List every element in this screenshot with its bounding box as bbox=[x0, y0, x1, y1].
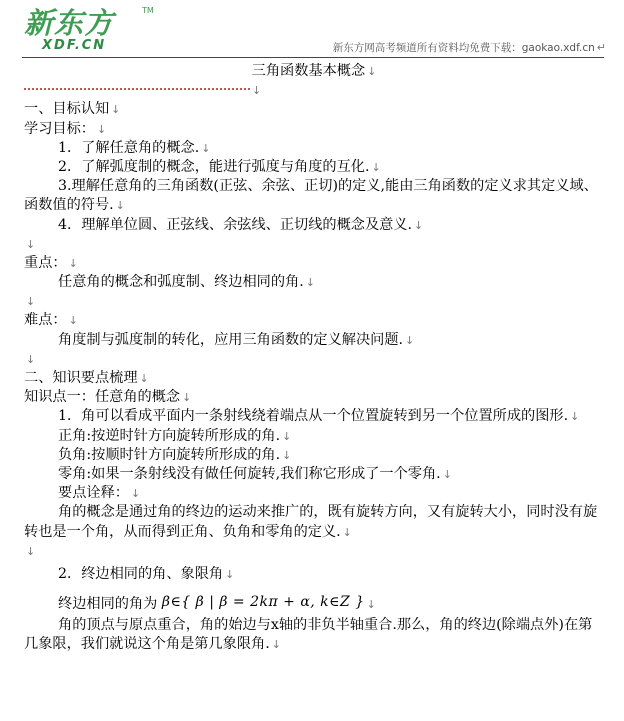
empty-paragraph: ↓ bbox=[26, 352, 36, 366]
negative-angle-definition: 负角:按顺时针方向旋转所形成的角. ↓ bbox=[58, 446, 292, 463]
difficulty-text: 角度制与弧度制的转化，应用三角函数的定义解决问题. ↓ bbox=[58, 331, 415, 348]
header-site-note: 新东方网高考频道所有资料均免费下载：gaokao.xdf.cn ↵ bbox=[332, 41, 606, 54]
header-divider bbox=[22, 57, 604, 58]
empty-paragraph: ↓ bbox=[26, 237, 36, 251]
goals-label: 学习目标： ↓ bbox=[24, 120, 107, 137]
logo-english-text: XDF.CN bbox=[42, 38, 107, 53]
coterminal-angle-line: 终边相同的角为 β∈{ β | β = 2kπ + α, k∈Z } ↓ bbox=[58, 594, 376, 613]
coterminal-formula: β∈{ β | β = 2kπ + α, k∈Z } bbox=[161, 594, 365, 611]
note-label: 要点诠释： ↓ bbox=[58, 485, 141, 502]
knowledge-point-1-2-heading: 2．终边相同的角、象限角 ↓ bbox=[58, 565, 235, 582]
spell-underline-line: ↓ bbox=[24, 81, 604, 100]
goal-item-3: 3.理解任意角的三角函数(正弦、余弦、正切)的定义,能由三角函数的定义求其定义域、函数值的符号. ↓ bbox=[24, 178, 598, 214]
goal-item-4: 4．理解单位圆、正弦线、余弦线、正切线的概念及意义. ↓ bbox=[58, 216, 424, 233]
difficulty-label: 难点： ↓ bbox=[24, 312, 78, 329]
document-body bbox=[24, 60, 604, 655]
empty-paragraph: ↓ bbox=[26, 544, 36, 558]
positive-angle-definition: 正角:按逆时针方向旋转所形成的角. ↓ bbox=[58, 427, 292, 444]
quadrant-angle-definition: 角的顶点与原点重合，角的始边与x轴的非负半轴重合.那么，角的终边(除端点外)在第几象限，我们就说这个角是第几象限角. ↓ bbox=[24, 617, 593, 653]
logo-chinese-text: 新东方 bbox=[24, 6, 115, 40]
zero-angle-definition: 零角:如果一条射线没有做任何旋转,我们称它形成了一个零角. ↓ bbox=[58, 465, 452, 482]
goal-item-2: 2．了解弧度制的概念，能进行弧度与角度的互化. ↓ bbox=[58, 158, 381, 175]
knowledge-point-1-heading: 知识点一：任意角的概念 ↓ bbox=[24, 389, 192, 406]
doc-title: 三角函数基本概念 ↓ bbox=[251, 63, 377, 79]
angle-definition: 1．角可以看成平面内一条射线绕着端点从一个位置旋转到另一个位置所成的图形. ↓ bbox=[58, 408, 580, 425]
xdf-logo bbox=[24, 6, 156, 56]
section-heading-2: 二、知识要点梳理 ↓ bbox=[24, 370, 149, 387]
empty-paragraph: ↓ bbox=[26, 295, 36, 309]
logo-trademark: TM bbox=[142, 6, 154, 15]
note-text: 角的概念是通过角的终边的运动来推广的，既有旋转方向，又有旋转大小，同时没有旋转也是一个角，从而得到正角、负角和零角的定义. ↓ bbox=[24, 504, 598, 540]
goal-item-1: 1．了解任意角的概念. ↓ bbox=[58, 139, 211, 156]
key-points-text: 任意角的概念和弧度制、终边相同的角. ↓ bbox=[58, 274, 315, 291]
spellcheck-underline bbox=[24, 88, 250, 90]
key-points-label: 重点： ↓ bbox=[24, 254, 78, 271]
section-heading-1: 一、目标认知 ↓ bbox=[24, 101, 121, 118]
page-header bbox=[0, 0, 624, 60]
